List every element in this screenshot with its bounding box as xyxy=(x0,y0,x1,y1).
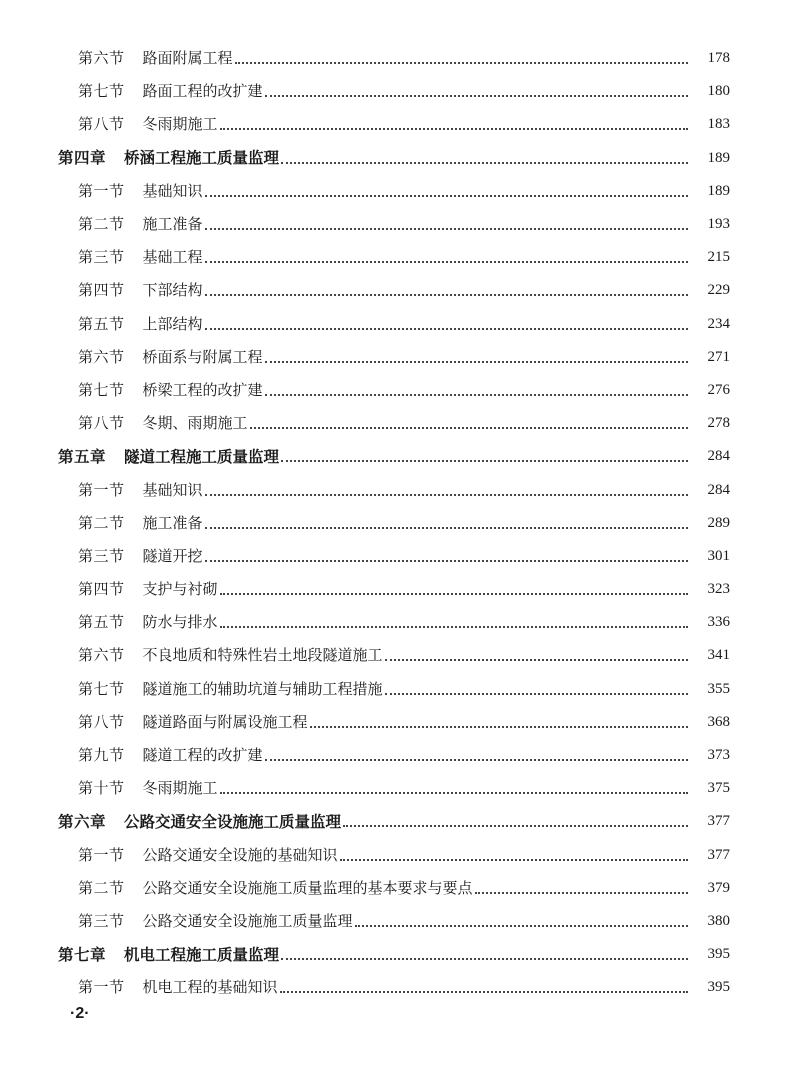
toc-entry-page: 193 xyxy=(707,216,730,233)
toc-entry-label: 第八节 xyxy=(78,712,125,731)
toc-entry-page: 301 xyxy=(707,547,730,564)
toc-entry-page: 229 xyxy=(707,282,730,299)
dot-leader xyxy=(281,459,688,462)
dot-leader xyxy=(220,127,688,130)
dot-leader xyxy=(220,625,688,628)
dot-leader xyxy=(340,858,688,861)
toc-section-row xyxy=(0,739,790,772)
toc-entry-title: 隧道路面与附属设施工程 xyxy=(142,712,308,731)
toc-entry-title: 机电工程的基础知识 xyxy=(142,978,278,997)
toc-entry-title: 路面工程的改扩建 xyxy=(142,82,263,101)
toc-entry-label: 第三节 xyxy=(78,248,125,267)
toc-entry-title: 防水与排水 xyxy=(142,613,218,632)
toc-entry-page: 377 xyxy=(707,813,730,830)
dot-leader xyxy=(385,658,688,661)
toc-entry-page: 183 xyxy=(707,116,730,133)
toc-section-row xyxy=(0,573,790,606)
toc-entry-page: 284 xyxy=(707,481,730,498)
toc-entry-page: 336 xyxy=(707,614,730,631)
toc-entry-title: 桥面系与附属工程 xyxy=(142,347,263,366)
toc-entry-page: 234 xyxy=(707,315,730,332)
toc-entry-page: 379 xyxy=(707,879,730,896)
toc-entry-label: 第二节 xyxy=(78,215,125,234)
dot-leader xyxy=(220,791,688,794)
toc-section-row xyxy=(0,341,790,374)
toc-section-row xyxy=(0,606,790,639)
toc-section-row xyxy=(0,540,790,573)
toc-entry-label: 第七节 xyxy=(78,679,125,698)
toc-entry-page: 355 xyxy=(707,680,730,697)
toc-chapter-row xyxy=(0,440,790,473)
toc-entry-page: 278 xyxy=(707,415,730,432)
toc-entry-label: 第二节 xyxy=(78,878,125,897)
toc-section-row xyxy=(0,971,790,1004)
toc-entry-page: 377 xyxy=(707,846,730,863)
toc-entry-title: 施工准备 xyxy=(142,215,203,234)
toc-entry-label: 第一节 xyxy=(78,978,125,997)
toc-entry-page: 368 xyxy=(707,713,730,730)
toc-entry-title: 公路交通安全设施施工质量监理 xyxy=(124,812,342,832)
toc-entry-title: 冬雨期施工 xyxy=(142,115,218,134)
dot-leader xyxy=(235,61,688,64)
toc-entry-title: 下部结构 xyxy=(142,281,203,300)
toc-entry-label: 第八节 xyxy=(78,115,125,134)
dot-leader xyxy=(205,559,688,562)
toc-section-row xyxy=(0,872,790,905)
page-number: ·2· xyxy=(70,1005,90,1022)
toc-entry-title: 隧道施工的辅助坑道与辅助工程措施 xyxy=(142,679,383,698)
toc-entry-label: 第八节 xyxy=(78,414,125,433)
toc-section-row xyxy=(0,473,790,506)
toc-entry-label: 第三节 xyxy=(78,911,125,930)
toc-entry-title: 冬期、雨期施工 xyxy=(142,414,248,433)
toc-section-row xyxy=(0,308,790,341)
toc-section-row xyxy=(0,706,790,739)
toc-entry-page: 373 xyxy=(707,747,730,764)
toc-entry-title: 施工准备 xyxy=(142,513,203,532)
dot-leader xyxy=(265,393,688,396)
toc-section-row xyxy=(0,905,790,938)
toc-entry-label: 第一节 xyxy=(78,845,125,864)
dot-leader xyxy=(385,692,688,695)
dot-leader xyxy=(280,990,688,993)
toc-chapter-row xyxy=(0,142,790,175)
toc-entry-title: 隧道工程的改扩建 xyxy=(142,746,263,765)
toc-entry-title: 隧道开挖 xyxy=(142,546,203,565)
toc-section-row xyxy=(0,374,790,407)
toc-entry-label: 第一节 xyxy=(78,181,125,200)
toc-entry-label: 第六节 xyxy=(78,646,125,665)
toc-entry-title: 上部结构 xyxy=(142,314,203,333)
toc-entry-title: 基础知识 xyxy=(142,181,203,200)
toc-section-row xyxy=(0,507,790,540)
dot-leader xyxy=(250,426,688,429)
toc-section-row xyxy=(0,673,790,706)
dot-leader xyxy=(220,592,688,595)
toc-entry-page: 276 xyxy=(707,381,730,398)
toc-entry-page: 323 xyxy=(707,581,730,598)
dot-leader xyxy=(205,526,688,529)
toc-section-row xyxy=(0,274,790,307)
toc-entry-page: 189 xyxy=(707,149,730,166)
toc-entry-label: 第三节 xyxy=(78,546,125,565)
toc-entry-page: 380 xyxy=(707,912,730,929)
toc-entry-label: 第六节 xyxy=(78,347,125,366)
toc-entry-title: 路面附属工程 xyxy=(142,49,233,68)
toc-entry-label: 第七节 xyxy=(78,380,125,399)
toc-section-row xyxy=(0,208,790,241)
toc-entry-title: 隧道工程施工质量监理 xyxy=(124,447,280,467)
dot-leader xyxy=(205,493,688,496)
dot-leader xyxy=(205,293,688,296)
toc-section-row xyxy=(0,839,790,872)
toc-entry-page: 375 xyxy=(707,780,730,797)
toc-entry-page: 215 xyxy=(707,249,730,266)
toc-entry-page: 180 xyxy=(707,83,730,100)
toc-section-row xyxy=(0,42,790,75)
toc-entry-title: 公路交通安全设施的基础知识 xyxy=(142,845,338,864)
toc-entry-label: 第四节 xyxy=(78,281,125,300)
toc-section-row xyxy=(0,407,790,440)
toc-entry-label: 第五节 xyxy=(78,613,125,632)
toc-chapter-row xyxy=(0,805,790,838)
toc-entry-label: 第七章 xyxy=(58,944,107,964)
toc-entry-page: 395 xyxy=(707,946,730,963)
toc-chapter-row xyxy=(0,938,790,971)
toc-entry-label: 第七节 xyxy=(78,82,125,101)
toc-entry-title: 支护与衬砌 xyxy=(142,580,218,599)
toc-section-row xyxy=(0,241,790,274)
toc-entry-label: 第十节 xyxy=(78,779,125,798)
dot-leader xyxy=(205,260,688,263)
toc-entry-page: 395 xyxy=(707,979,730,996)
toc-entry-title: 公路交通安全设施施工质量监理 xyxy=(142,911,353,930)
toc-entry-label: 第四章 xyxy=(58,148,107,168)
toc-entry-title: 不良地质和特殊性岩土地段隧道施工 xyxy=(142,646,383,665)
dot-leader xyxy=(265,360,688,363)
toc-entry-label: 第五节 xyxy=(78,314,125,333)
dot-leader xyxy=(281,957,688,960)
toc-entry-label: 第六章 xyxy=(58,812,107,832)
toc-entry-title: 冬雨期施工 xyxy=(142,779,218,798)
toc-entry-label: 第四节 xyxy=(78,580,125,599)
toc-entry-page: 341 xyxy=(707,647,730,664)
toc-section-row xyxy=(0,639,790,672)
dot-leader xyxy=(205,327,688,330)
toc-entry-label: 第二节 xyxy=(78,513,125,532)
toc-section-row xyxy=(0,772,790,805)
toc-entry-title: 基础知识 xyxy=(142,480,203,499)
dot-leader xyxy=(265,94,688,97)
toc-entry-page: 289 xyxy=(707,514,730,531)
toc-entry-label: 第九节 xyxy=(78,746,125,765)
toc-entry-page: 189 xyxy=(707,182,730,199)
dot-leader xyxy=(355,924,688,927)
toc-entry-title: 机电工程施工质量监理 xyxy=(124,944,280,964)
toc-entry-title: 基础工程 xyxy=(142,248,203,267)
toc-entry-label: 第一节 xyxy=(78,480,125,499)
table-of-contents xyxy=(0,42,790,1004)
dot-leader xyxy=(281,161,688,164)
toc-entry-page: 271 xyxy=(707,348,730,365)
toc-section-row xyxy=(0,75,790,108)
dot-leader xyxy=(343,824,688,827)
dot-leader xyxy=(205,227,688,230)
dot-leader xyxy=(265,758,688,761)
dot-leader xyxy=(310,725,688,728)
toc-entry-page: 284 xyxy=(707,448,730,465)
toc-entry-page: 178 xyxy=(707,50,730,67)
dot-leader xyxy=(475,891,688,894)
toc-entry-title: 公路交通安全设施施工质量监理的基本要求与要点 xyxy=(142,878,473,897)
toc-entry-title: 桥涵工程施工质量监理 xyxy=(124,148,280,168)
toc-entry-label: 第五章 xyxy=(58,447,107,467)
toc-section-row xyxy=(0,175,790,208)
toc-entry-label: 第六节 xyxy=(78,49,125,68)
toc-entry-title: 桥梁工程的改扩建 xyxy=(142,380,263,399)
dot-leader xyxy=(205,194,688,197)
toc-section-row xyxy=(0,108,790,141)
